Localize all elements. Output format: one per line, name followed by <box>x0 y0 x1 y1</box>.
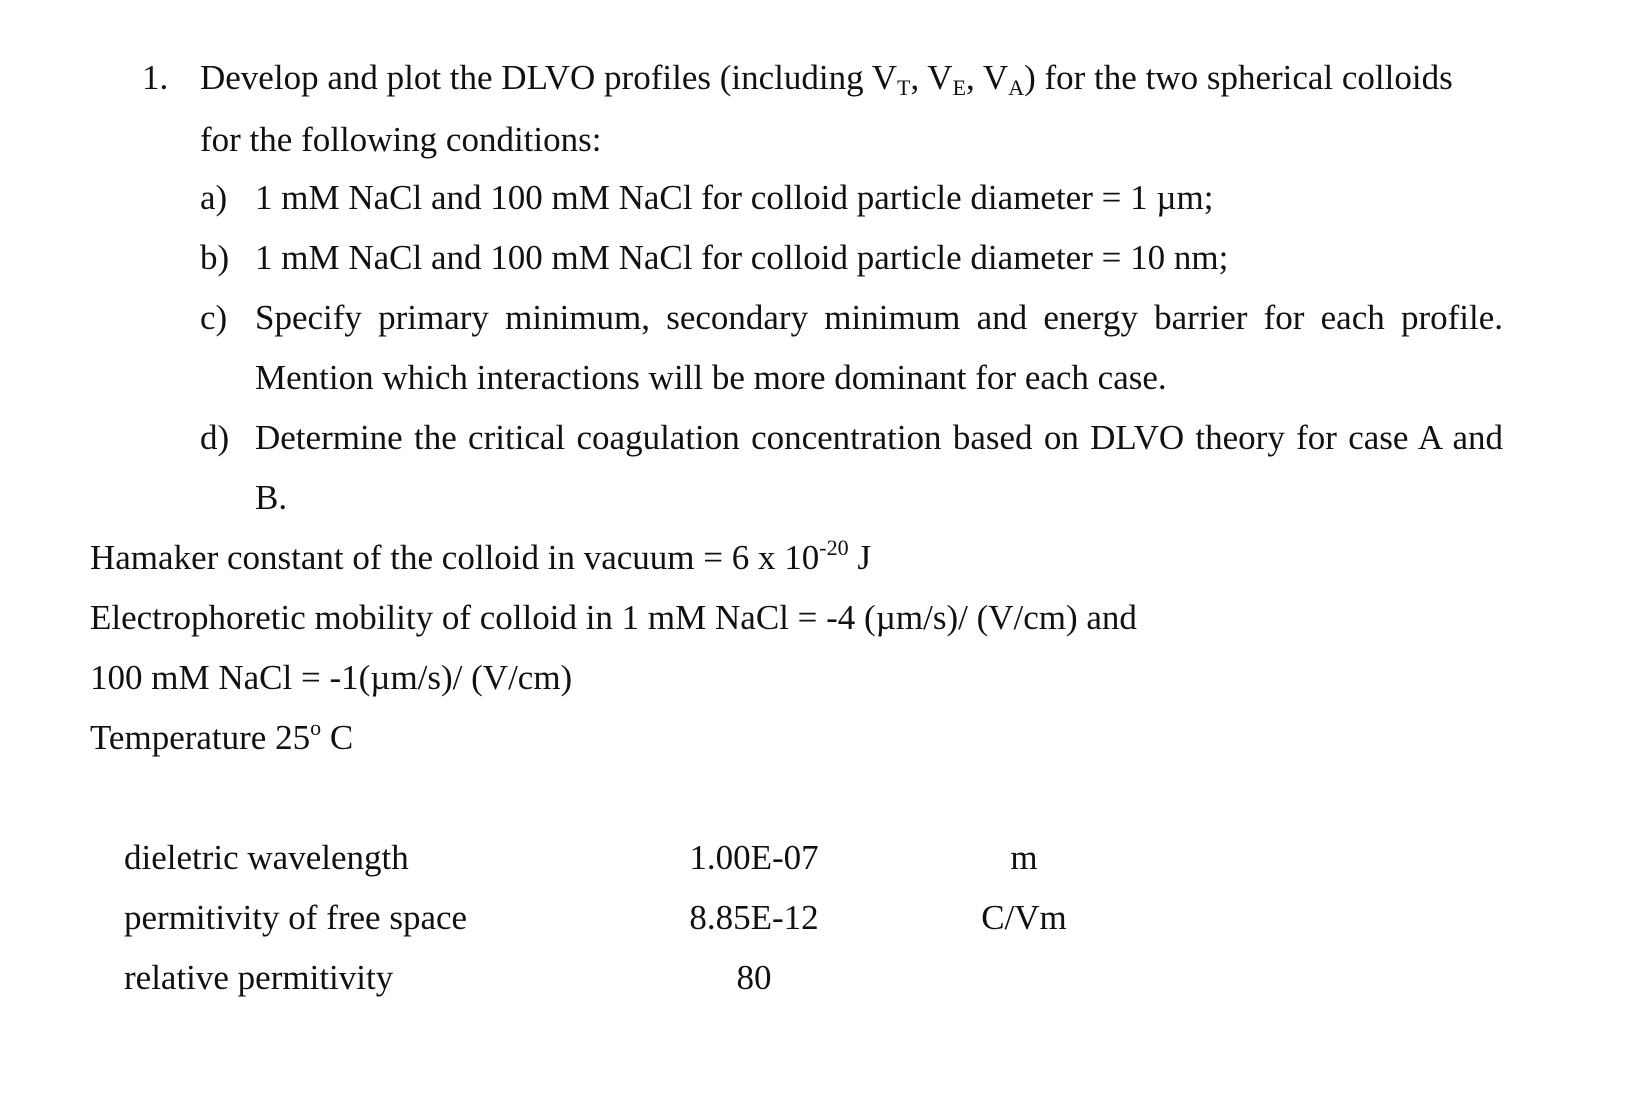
constant-unit: m <box>1010 838 1038 877</box>
question-intro-line-1 <box>200 58 1453 98</box>
degree-sign: o <box>310 715 322 740</box>
subscript-t: T <box>896 75 911 100</box>
hamaker-prefix: Hamaker constant of the colloid in vacuum = 6 x 10 <box>90 538 820 577</box>
part-d-label: d) <box>200 418 230 457</box>
hamaker-exponent: -20 <box>819 535 849 560</box>
subscript-e: E <box>952 75 967 100</box>
mobility-line-2: 100 mM NaCl = -1(µm/s)/ (V/cm) <box>90 658 573 697</box>
intro-text-part1: Develop and plot the DLVO profiles (including V <box>200 58 897 97</box>
part-d-text: Determine the critical coagulation concentration based on DLVO theory for case A and <box>255 418 1503 457</box>
temperature-unit: C <box>321 718 354 757</box>
constant-name: permitivity of free space <box>124 898 468 937</box>
part-b-label: b) <box>200 238 230 277</box>
part-b-text: 1 mM NaCl and 100 mM NaCl for colloid particle diameter = 10 nm; <box>255 238 1229 277</box>
hamaker-constant <box>90 535 871 578</box>
constant-unit: C/Vm <box>981 898 1067 937</box>
part-c-label: c) <box>200 298 228 337</box>
constant-name: dieletric wavelength <box>124 838 409 877</box>
constant-value: 1.00E-07 <box>689 838 819 877</box>
intro-sep-1: , V <box>910 58 953 97</box>
part-c-text: Specify primary minimum, secondary minimum and energy barrier for each profile. <box>255 298 1503 337</box>
temperature <box>90 715 354 758</box>
constant-name: relative permitivity <box>124 958 394 997</box>
intro-text-part2: ) for the two spherical colloids <box>1024 58 1453 97</box>
intro-sep-2: , V <box>966 58 1009 97</box>
question-number: 1. <box>142 58 169 97</box>
temperature-prefix: Temperature 25 <box>90 718 311 757</box>
subscript-a: A <box>1008 75 1025 100</box>
part-a-text: 1 mM NaCl and 100 mM NaCl for colloid particle diameter = 1 µm; <box>255 178 1214 217</box>
question-intro-line-2: for the following conditions: <box>200 120 602 159</box>
part-a-label: a) <box>200 178 228 217</box>
part-d-text-2: B. <box>255 478 288 517</box>
mobility-line-1: Electrophoretic mobility of colloid in 1 mM NaCl = -4 (µm/s)/ (V/cm) and <box>90 598 1137 637</box>
hamaker-unit: J <box>848 538 871 577</box>
part-c-text-2: Mention which interactions will be more dominant for each case. <box>255 358 1167 397</box>
constant-value: 80 <box>736 958 772 997</box>
constant-value: 8.85E-12 <box>689 898 819 937</box>
